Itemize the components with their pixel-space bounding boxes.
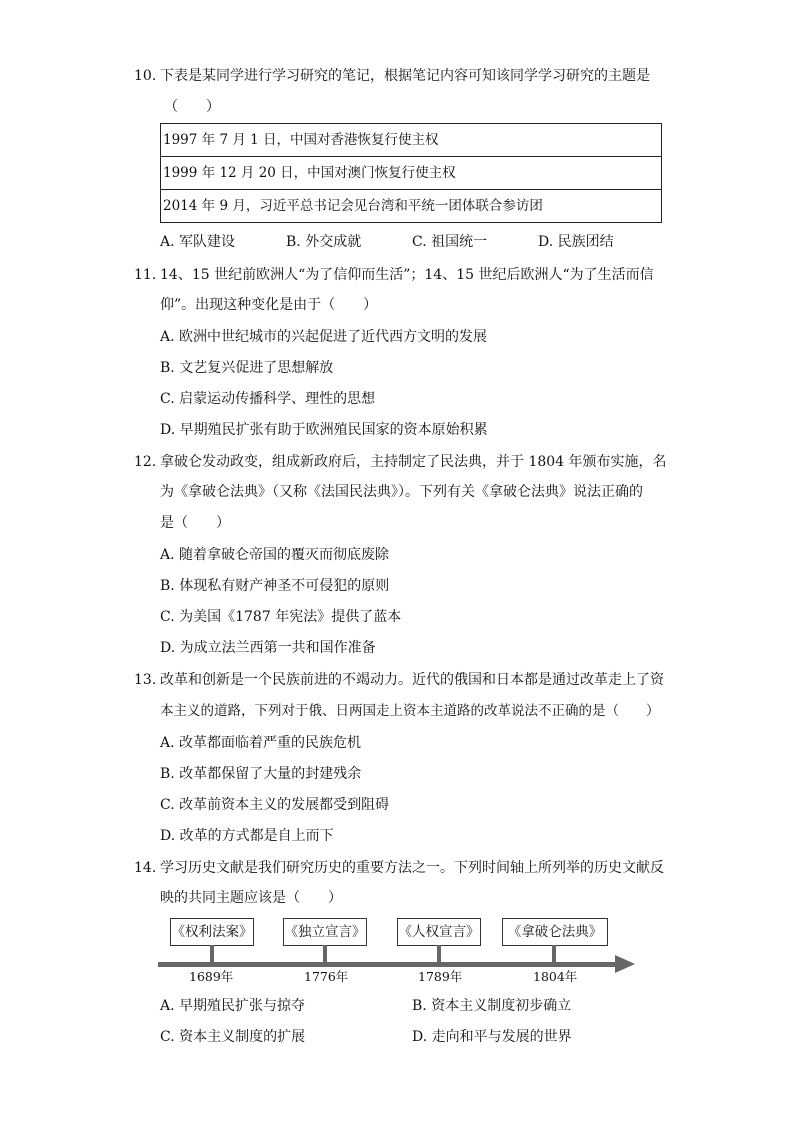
timeline-axis xyxy=(158,962,616,967)
question-12-option-b[interactable]: B. 体现私有财产神圣不可侵犯的原则 xyxy=(160,578,390,594)
timeline-year-label: 1689年 xyxy=(189,969,234,984)
table-cell: 2014 年 9 月，习近平总书记会见台湾和平统一团体联合参访团 xyxy=(161,190,662,223)
question-13-option-b[interactable]: B. 改革都保留了大量的封建残余 xyxy=(160,766,362,782)
history-timeline xyxy=(158,915,638,985)
timeline-document-box: 《独立宣言》 xyxy=(283,918,367,946)
question-10-option-a[interactable]: A. 军队建设 xyxy=(160,234,236,250)
table-cell: 1999 年 12 月 20 日，中国对澳门恢复行使主权 xyxy=(161,157,662,190)
table-row xyxy=(161,124,662,157)
table-row xyxy=(161,157,662,190)
timeline-document-box: 《权利法案》 xyxy=(170,918,254,946)
question-13-option-a[interactable]: A. 改革都面临着严重的民族危机 xyxy=(160,735,362,751)
question-11-number: 11. xyxy=(134,267,157,283)
timeline-tick xyxy=(210,945,214,962)
question-10-stem-line1: 下表是某同学进行学习研究的笔记，根据笔记内容可知该同学学习研究的主题是 xyxy=(160,68,650,84)
question-14-option-c[interactable]: C. 资本主义制度的扩展 xyxy=(160,1029,306,1045)
question-12-stem-line2: 为《拿破仑法典》（又称《法国民法典》）。下列有关《拿破仑法典》说法正确的 xyxy=(160,484,643,500)
question-14-stem-line2: 映的共同主题应该是（ ） xyxy=(160,890,342,906)
question-13-option-c[interactable]: C. 改革前资本主义的发展都受到阻碍 xyxy=(160,797,390,813)
timeline-year-label: 1804年 xyxy=(533,969,578,984)
question-12-number: 12. xyxy=(134,454,157,470)
question-10-stem-line2: （ ） xyxy=(164,99,220,115)
table-cell: 1997 年 7 月 1 日，中国对香港恢复行使主权 xyxy=(161,124,662,157)
question-11-option-a[interactable]: A. 欧洲中世纪城市的兴起促进了近代西方文明的发展 xyxy=(160,329,488,345)
timeline-tick xyxy=(552,945,556,962)
question-10-option-d[interactable]: D. 民族团结 xyxy=(538,234,614,250)
question-12-option-c[interactable]: C. 为美国《1787 年宪法》提供了蓝本 xyxy=(160,609,402,625)
question-12-option-a[interactable]: A. 随着拿破仑帝国的覆灭而彻底废除 xyxy=(160,547,390,563)
question-11-option-d[interactable]: D. 早期殖民扩张有助于欧洲殖民国家的资本原始积累 xyxy=(160,422,488,438)
timeline-year-label: 1789年 xyxy=(418,969,463,984)
question-13-stem-line2: 本主义的道路，下列对于俄、日两国走上资本主道路的改革说法不正确的是（ ） xyxy=(160,703,660,719)
question-11-stem-line1: 14、15 世纪前欧洲人“为了信仰而生活”；14、15 世纪后欧洲人“为了生活而信 xyxy=(160,267,654,283)
question-12-stem-line1: 拿破仑发动政变，组成新政府后，主持制定了民法典，并于 1804 年颁布实施，名 xyxy=(160,454,667,470)
timeline-document-box: 《拿破仑法典》 xyxy=(502,918,608,946)
timeline-arrow-icon xyxy=(615,955,635,973)
question-14-option-b[interactable]: B. 资本主义制度初步确立 xyxy=(412,998,572,1014)
table-row xyxy=(161,190,662,223)
question-14-stem-line1: 学习历史文献是我们研究历史的重要方法之一。下列时间轴上所列举的历史文献反 xyxy=(160,860,664,876)
question-11-option-b[interactable]: B. 文艺复兴促进了思想解放 xyxy=(160,360,334,376)
question-14-option-a[interactable]: A. 早期殖民扩张与掠夺 xyxy=(160,998,306,1014)
question-11-option-c[interactable]: C. 启蒙运动传播科学、理性的思想 xyxy=(160,391,376,407)
question-12-option-d[interactable]: D. 为成立法兰西第一共和国作准备 xyxy=(160,640,376,656)
study-notes-table xyxy=(160,123,662,223)
question-10-option-b[interactable]: B. 外交成就 xyxy=(286,234,362,250)
timeline-year-label: 1776年 xyxy=(304,969,349,984)
question-14-option-d[interactable]: D. 走向和平与发展的世界 xyxy=(412,1029,572,1045)
question-12-stem-line3: 是（ ） xyxy=(160,515,230,531)
question-13-option-d[interactable]: D. 改革的方式都是自上而下 xyxy=(160,828,334,844)
timeline-tick xyxy=(323,945,327,962)
question-13-stem-line1: 改革和创新是一个民族前进的不竭动力。近代的俄国和日本都是通过改革走上了资 xyxy=(160,672,664,688)
question-11-stem-line2: 仰”。出现这种变化是由于（ ） xyxy=(160,297,378,313)
question-14-number: 14. xyxy=(134,860,157,876)
question-13-number: 13. xyxy=(134,672,157,688)
timeline-document-box: 《人权宣言》 xyxy=(397,918,481,946)
question-10-number: 10. xyxy=(134,68,157,84)
timeline-tick xyxy=(437,945,441,962)
question-10-option-c[interactable]: C. 祖国统一 xyxy=(412,234,488,250)
